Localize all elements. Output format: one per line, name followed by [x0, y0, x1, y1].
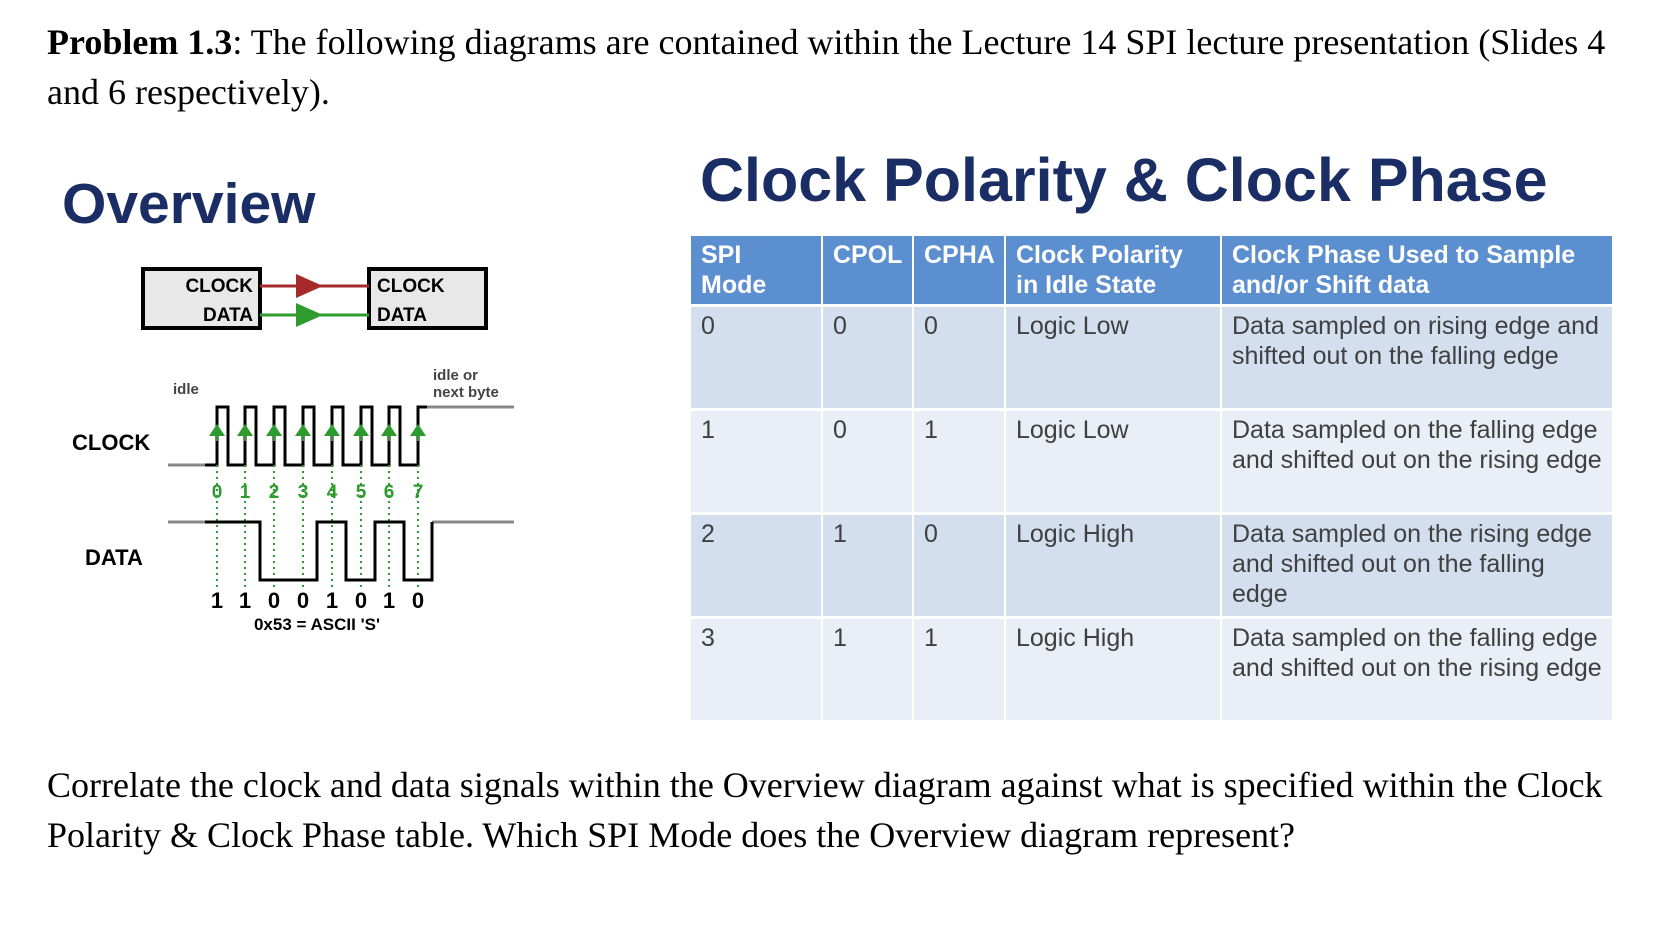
header-cpha: CPHA [913, 236, 1005, 306]
header-spi-mode: SPI Mode [691, 236, 822, 306]
cell-idle-polarity: Logic High [1005, 618, 1221, 721]
intro-text: : The following diagrams are contained within the Lecture 14 SPI lecture presentation (Slides 4 and 6 respectively). [47, 22, 1606, 112]
bit-index: 4 [326, 482, 338, 503]
cell-cpha: 1 [913, 410, 1005, 514]
bit-index: 2 [268, 482, 280, 503]
header-cpol: CPOL [822, 236, 913, 306]
cell-spi-mode: 2 [691, 514, 822, 618]
cell-cpol: 0 [822, 306, 913, 410]
cell-cpol: 1 [822, 514, 913, 618]
cell-cpol: 0 [822, 410, 913, 514]
data-waveform [205, 522, 432, 580]
cell-cpha: 1 [913, 618, 1005, 721]
table-row [691, 514, 1612, 618]
bit-value: 1 [238, 588, 252, 613]
master-data-label: DATA [203, 305, 253, 326]
intro-paragraph [47, 17, 1627, 117]
bit-index: 5 [355, 482, 367, 503]
cell-clock-phase: Data sampled on the falling edge and shifted out on the rising edge [1221, 618, 1612, 721]
master-clock-label: CLOCK [185, 276, 253, 297]
bit-value: 0 [267, 588, 281, 613]
cell-idle-polarity: Logic Low [1005, 410, 1221, 514]
cell-idle-polarity: Logic High [1005, 514, 1221, 618]
bit-index: 7 [412, 482, 424, 503]
cell-clock-phase: Data sampled on the falling edge and shifted out on the rising edge [1221, 410, 1612, 514]
idle-label: idle [173, 381, 199, 398]
cell-spi-mode: 3 [691, 618, 822, 721]
bit-index: 3 [297, 482, 309, 503]
cell-clock-phase: Data sampled on the rising edge and shifted out on the falling edge [1221, 514, 1612, 618]
question-paragraph: Correlate the clock and data signals within the Overview diagram against what is specified within the Clock Polarity & Clock Phase table. Which SPI Mode does the Overview diagram represent? [47, 765, 1603, 855]
table-row [691, 306, 1612, 410]
slave-clock-label: CLOCK [377, 276, 445, 297]
cell-cpha: 0 [913, 514, 1005, 618]
idle-next-line1: idle or [433, 367, 479, 384]
cell-idle-polarity: Logic Low [1005, 306, 1221, 410]
bit-value: 0 [411, 588, 425, 613]
cell-cpha: 0 [913, 306, 1005, 410]
byte-caption: 0x53 = ASCII 'S' [253, 615, 381, 634]
cell-spi-mode: 1 [691, 410, 822, 514]
cell-cpol: 1 [822, 618, 913, 721]
table-header-row [691, 236, 1612, 306]
overview-slide [47, 165, 577, 727]
overview-title: Overview [62, 172, 316, 236]
data-signal-label: DATA [85, 545, 143, 570]
bit-value: 1 [210, 588, 224, 613]
table-row [691, 410, 1612, 514]
spi-mode-table [691, 236, 1612, 720]
bit-index: 6 [383, 482, 395, 503]
cpcp-title: Clock Polarity & Clock Phase [700, 146, 1548, 214]
clock-signal-label: CLOCK [72, 430, 151, 455]
table-row [691, 618, 1612, 721]
bit-value: 0 [354, 588, 368, 613]
slave-data-label: DATA [377, 305, 427, 326]
overview-diagram [47, 165, 577, 727]
idle-next-line2: next byte [433, 384, 499, 401]
cell-spi-mode: 0 [691, 306, 822, 410]
header-idle-polarity: Clock Polarity in Idle State [1005, 236, 1221, 306]
header-clock-phase: Clock Phase Used to Sample and/or Shift data [1221, 236, 1612, 306]
clock-waveform [205, 407, 427, 465]
bit-value: 1 [382, 588, 396, 613]
bit-index: 0 [211, 482, 223, 503]
problem-label: Problem 1.3 [47, 22, 233, 62]
bit-index: 1 [239, 482, 251, 503]
cell-clock-phase: Data sampled on rising edge and shifted out on the falling edge [1221, 306, 1612, 410]
bit-value: 1 [325, 588, 339, 613]
bit-value: 0 [296, 588, 310, 613]
